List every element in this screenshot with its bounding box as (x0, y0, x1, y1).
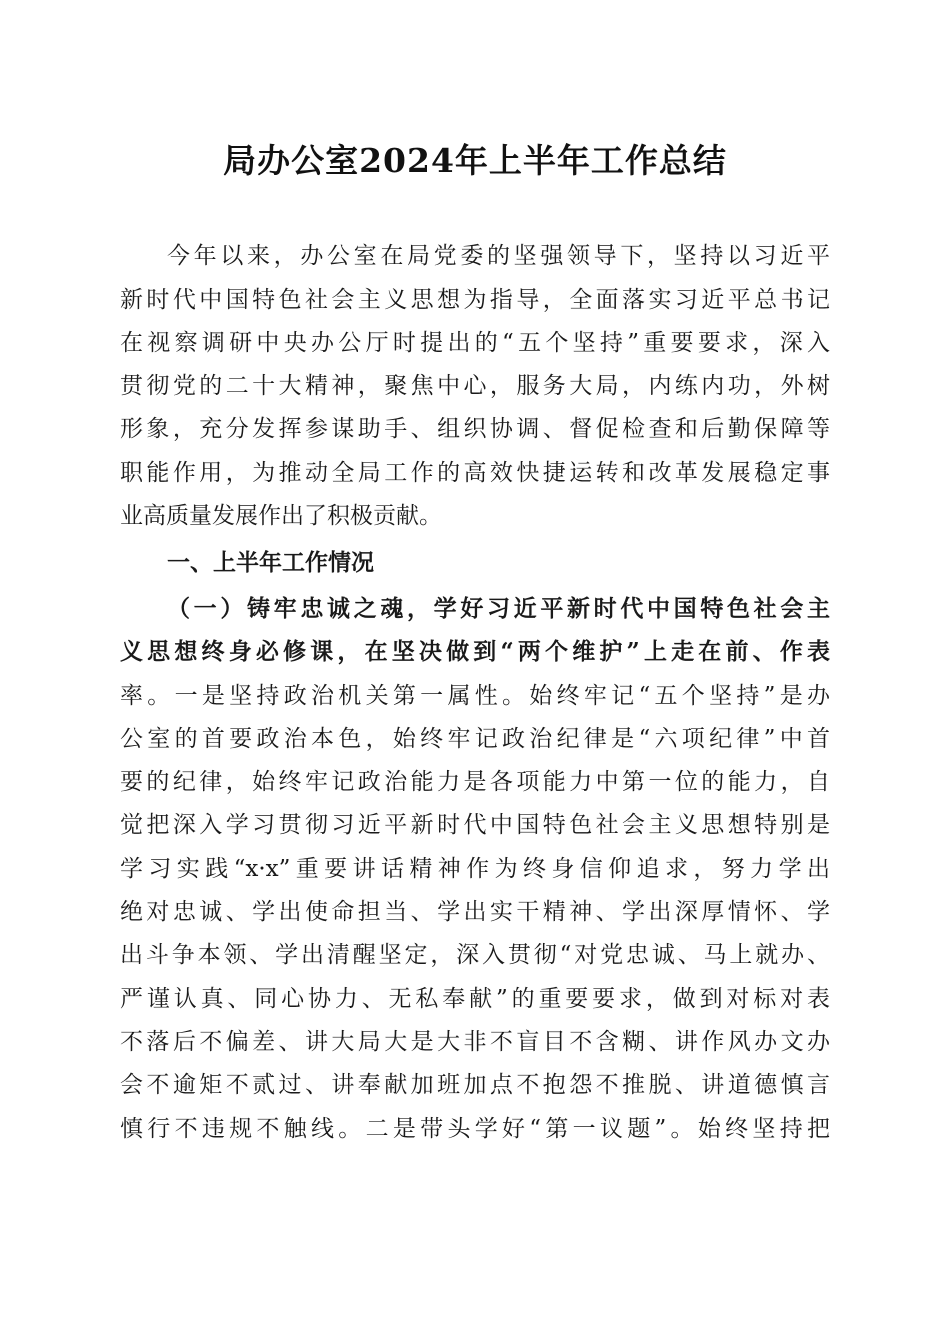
intro-line: 今年以来，办公室在局党委的坚强领导下，坚持以习近平 (167, 243, 830, 269)
body-line: 出斗争本领、学出清醒坚定，深入贯彻“对党忠诚、马上就办、 (120, 942, 830, 968)
body-line: 严谨认真、同心协力、无私奉献”的重要要求，做到对标对表 (120, 986, 830, 1012)
body-line: 觉把深入学习贯彻习近平新时代中国特色社会主义思想特别是 (120, 812, 830, 838)
document-title: 局办公室2024年上半年工作总结 (223, 141, 727, 180)
section-heading: 一、上半年工作情况 (167, 550, 374, 576)
body-line: 学习实践“x·x”重要讲话精神作为终身信仰追求，努力学出 (120, 856, 830, 882)
body-line: 要的纪律，始终牢记政治能力是各项能力中第一位的能力，自 (120, 769, 830, 795)
body-line: 不落后不偏差、讲大局大是大非不盲目不含糊、讲作风办文办 (120, 1029, 830, 1055)
body-line: 慎行不违规不触线。二是带头学好“第一议题”。始终坚持把 (120, 1116, 830, 1142)
subsection-line: 义思想终身必修课，在坚决做到“两个维护”上走在前、作表 (120, 638, 830, 665)
intro-line: 贯彻党的二十大精神，聚焦中心，服务大局，内练内功，外树 (120, 373, 830, 399)
body-line: 会不逾矩不贰过、讲奉献加班加点不抱怨不推脱、讲道德慎言 (120, 1072, 830, 1098)
intro-line: 职能作用，为推动全局工作的高效快捷运转和改革发展稳定事 (120, 460, 830, 486)
intro-line: 新时代中国特色社会主义思想为指导，全面落实习近平总书记 (120, 287, 830, 313)
body-line: 绝对忠诚、学出使命担当、学出实干精神、学出深厚情怀、学 (120, 899, 830, 925)
body-line: 率。一是坚持政治机关第一属性。始终牢记“五个坚持”是办 (120, 683, 830, 709)
intro-line: 在视察调研中央办公厅时提出的“五个坚持”重要要求，深入 (120, 330, 830, 356)
subsection-line: （一）铸牢忠诚之魂，学好习近平新时代中国特色社会主 (167, 595, 830, 622)
intro-line: 形象，充分发挥参谋助手、组织协调、督促检查和后勤保障等 (120, 416, 830, 442)
body-line: 公室的首要政治本色，始终牢记政治纪律是“六项纪律”中首 (120, 726, 830, 752)
intro-line: 业高质量发展作出了积极贡献。 (120, 503, 442, 529)
